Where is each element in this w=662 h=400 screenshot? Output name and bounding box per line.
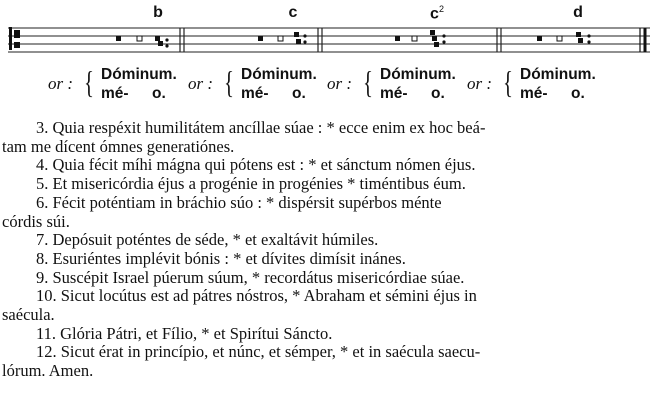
verse-7 [36, 231, 611, 250]
verse-5 [36, 175, 611, 194]
verse-line: 5. Et misericórdia éjus a progénie in progénies * timéntibus éum. [36, 174, 466, 194]
clef-icon [9, 27, 20, 50]
canticle-verses [2, 118, 611, 381]
ending-4-top: Dóminum. [520, 66, 596, 83]
ending-3-bottom-b: o. [431, 85, 445, 102]
ending-1-bottom-b: o. [152, 85, 166, 102]
verse-line: 4. Quia fécit míhi mágna qui pótens est : * et sánctum nómen éjus. [36, 155, 476, 175]
verse-line: 3. Quia respéxit humilitátem ancíllae súae : * ecce enim ex hoc beá- [36, 118, 486, 137]
ending-3-bottom-a: mé- [380, 85, 408, 102]
verse-line: 8. Esuriéntes implévit bónis : * et dívites dimísit inánes. [36, 248, 406, 268]
brace-icon: { [84, 64, 94, 100]
ending-2-bottom-a: mé- [241, 85, 269, 102]
verse-4 [36, 156, 611, 175]
mode-letter-c: c [288, 4, 298, 21]
verse-3 [2, 118, 611, 156]
verse-line: tam me dícent ómnes generatiónes. [2, 136, 235, 156]
mode-letter-c2-sup: 2 [438, 4, 444, 14]
mode-letter-d: d [573, 4, 583, 21]
verse-line: 10. Sicut locútus est ad pátres nóstros, * Abraham et sémini éjus in [36, 286, 477, 306]
mode-letter-c2: $c^2$ [430, 4, 444, 23]
ending-3-top: Dóminum. [380, 66, 456, 83]
ending-1-top: Dóminum. [101, 66, 177, 83]
brace-icon: { [363, 64, 373, 100]
brace-icon: { [503, 64, 513, 100]
verse-8 [36, 250, 611, 269]
ending-2-bottom-b: o. [292, 85, 306, 102]
verse-line: lórum. Amen. [2, 361, 94, 381]
or-label: or : [188, 74, 214, 93]
verse-10 [2, 286, 611, 325]
verse-9 [36, 269, 611, 288]
chant-staff [0, 0, 662, 60]
neume-group-b [116, 36, 169, 48]
brace-icon: { [224, 64, 234, 100]
ending-4-bottom-b: o. [571, 85, 585, 102]
ending-1-bottom-a: mé- [101, 85, 129, 102]
ending-4-bottom-a: mé- [520, 85, 548, 102]
neume-group-d [537, 32, 591, 44]
verse-line: 12. Sicut érat in princípio, et núnc, et sémper, * et in saécula saecu- [36, 342, 481, 362]
ending-2-top: Dóminum. [241, 66, 317, 83]
or-label: or : [327, 74, 353, 93]
verse-line: 9. Suscépit Israel púerum súum, * recordátus misericórdiae súae. [36, 267, 465, 287]
verse-line: 7. Depósuit poténtes de séde, * et exaltávit húmiles. [36, 230, 379, 250]
verse-line: 11. Glória Pátri, et Fílio, * et Spirítui Sáncto. [36, 323, 333, 343]
verse-line: córdis súi. [2, 211, 70, 231]
mode-letter-b: b [153, 4, 163, 21]
or-label: or : [467, 74, 493, 93]
or-label: or : [48, 74, 74, 93]
verse-12 [2, 342, 611, 381]
verse-line: saécula. [2, 305, 55, 325]
alternate-endings-row [0, 62, 662, 102]
verse-6 [2, 192, 611, 231]
verse-11 [36, 325, 611, 344]
neume-group-c [258, 32, 307, 44]
verse-line: 6. Fécit poténtiam in bráchio súo : * dispérsit supérbos ménte [36, 192, 442, 212]
